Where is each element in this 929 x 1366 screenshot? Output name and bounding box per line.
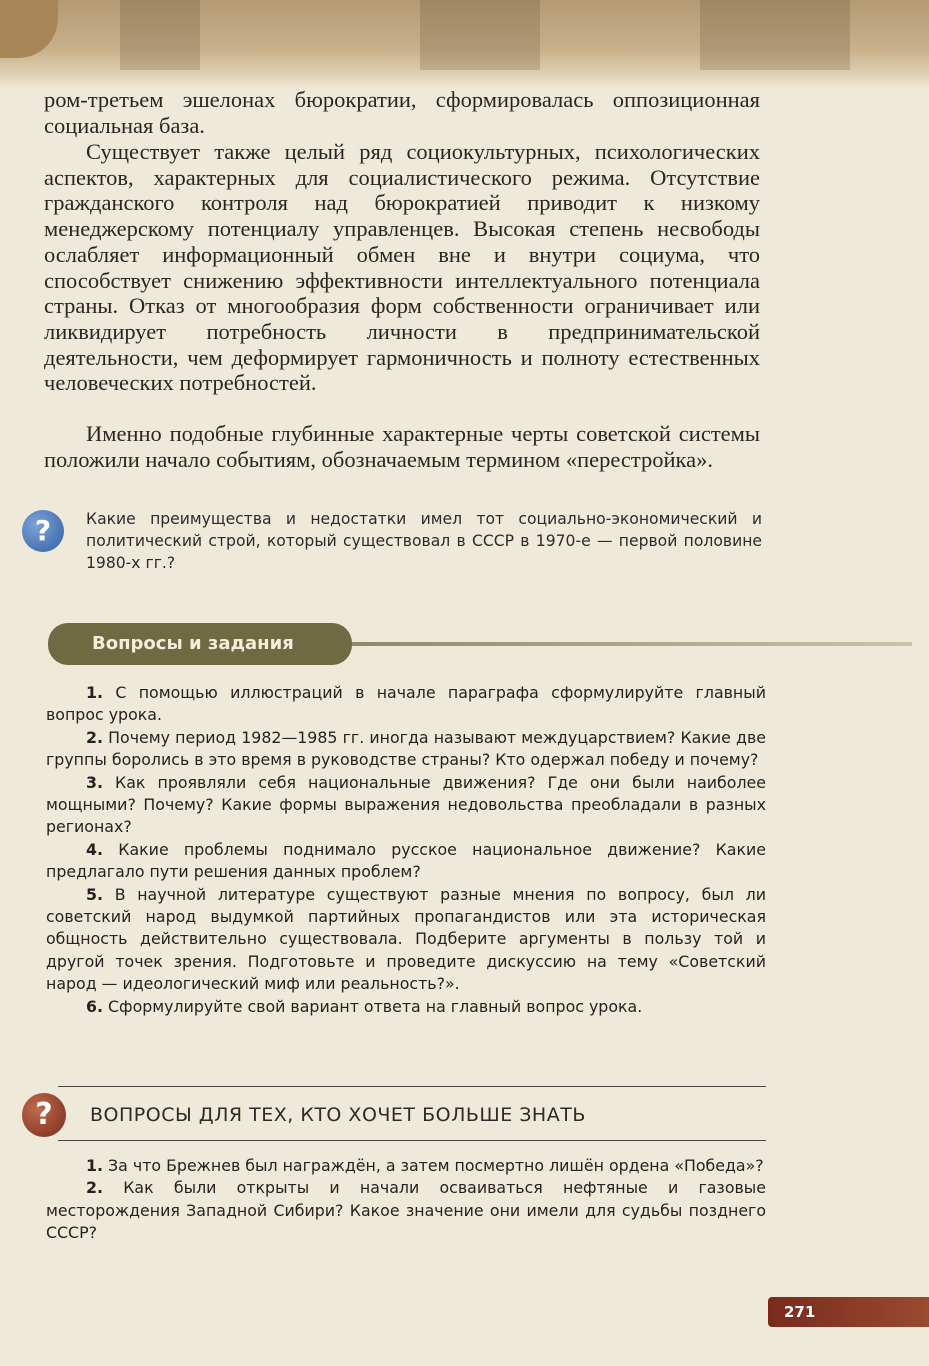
task-number: 4.	[86, 839, 103, 859]
tasks-list	[46, 682, 766, 1018]
task-text: Сформулируйте свой вариант ответа на главный вопрос урока.	[108, 996, 643, 1016]
task-item	[46, 839, 766, 884]
page-number: 271	[768, 1297, 929, 1327]
task-item	[46, 884, 766, 996]
paragraph-aspects: Существует также целый ряд социокультурных, психологических аспектов, характерных для социалистического режима. Отсутствие гражданского контроля над бюрократией приводит к низкому менеджерскому потенциалу управленцев. Высокая степень несвободы ослабляет информационный обмен вне и внутри социума, что способствует снижению эффективности интеллектуального потенциала страны. Отказ от многообразия форм собственности ограничивает или ликвидирует потребность личности в предпринимательской деятельности, чем деформирует гармоничность и полноту естественных человеческих потребностей.	[44, 139, 760, 396]
task-item	[46, 727, 766, 772]
question-number: 2.	[86, 1178, 103, 1198]
question-text: Как были открыты и начали осваиваться нефтяные и газовые месторождения Западной Сибири? Какое значение они имели для судьбы позднего СССР?	[46, 1178, 766, 1243]
advanced-question-item	[46, 1177, 766, 1244]
paragraph-continuation: ром-третьем эшелонах бюрократии, сформировалась оппозиционная социальная база.	[44, 87, 760, 138]
question-mark-icon: ?	[22, 1093, 66, 1137]
section-divider	[352, 642, 912, 646]
task-number: 1.	[86, 683, 103, 702]
task-item	[46, 996, 766, 1018]
task-number: 2.	[86, 727, 103, 747]
section-heading-tasks: Вопросы и задания	[48, 623, 352, 665]
banner-emblem	[0, 0, 58, 58]
question-mark-icon: ?	[22, 510, 64, 552]
question-text: За что Брежнев был награждён, а затем посмертно лишён ордена «Победа»?	[108, 1156, 764, 1175]
task-text: Как проявляли себя национальные движения? Где они были наиболее мощными? Почему? Какие формы выражения недовольства преобладали в разных регионах?	[46, 772, 766, 837]
question-number: 1.	[86, 1156, 103, 1175]
task-number: 5.	[86, 884, 103, 904]
banner-illustration	[700, 0, 850, 70]
side-question-text: Какие преимущества и недостатки имел тот социально-экономический и политический строй, который существовал в СССР в 1970-е — первой половине 1980-х гг.?	[86, 510, 762, 572]
task-text: С помощью иллюстраций в начале параграфа сформулируйте главный вопрос урока.	[46, 683, 766, 725]
task-item	[46, 772, 766, 839]
task-number: 3.	[86, 772, 103, 792]
paragraph-perestroika: Именно подобные глубинные характерные черты советской системы положили начало событиям, обозначаемым термином «перестройка».	[44, 421, 760, 472]
banner-illustration	[420, 0, 540, 70]
task-text: Какие проблемы поднимало русское национальное движение? Какие предлагало пути решения данных проблем?	[46, 839, 766, 882]
divider-line	[58, 1140, 766, 1141]
top-decorative-banner	[0, 0, 929, 88]
task-text: Почему период 1982—1985 гг. иногда называют междуцарствием? Какие две группы боролись в это время в руководстве страны? Кто одержал победу и почему?	[46, 727, 766, 770]
task-item	[46, 682, 766, 727]
advanced-questions-heading: ВОПРОСЫ ДЛЯ ТЕХ, КТО ХОЧЕТ БОЛЬШЕ ЗНАТЬ	[90, 1104, 586, 1126]
banner-illustration	[120, 0, 200, 70]
task-text: В научной литературе существуют разные мнения по вопросу, был ли советский народ выдумкой партийных пропагандистов или эта историческая общность действительно существовала. Подберите аргументы в пользу той и другой точек зрения. Подготовьте и проведите дискуссию на тему «Советский народ — идеологический миф или реальность?».	[46, 884, 766, 994]
advanced-questions-list	[46, 1155, 766, 1245]
task-number: 6.	[86, 996, 103, 1016]
advanced-question-item	[46, 1155, 766, 1177]
divider-line	[58, 1086, 766, 1087]
